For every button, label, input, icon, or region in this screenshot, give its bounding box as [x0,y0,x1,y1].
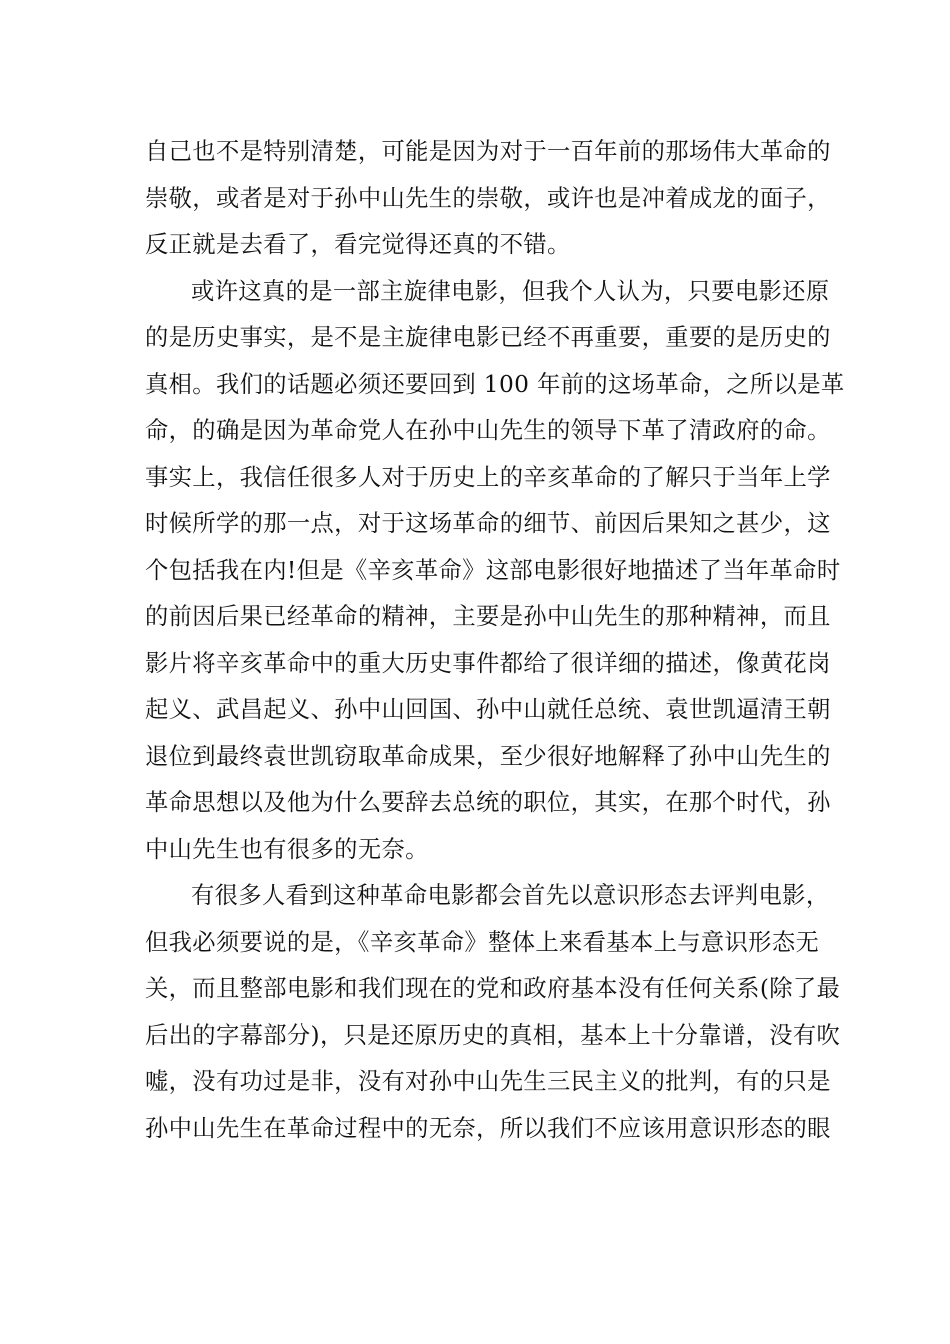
text-line: 革命思想以及他为什么要辞去总统的职位，其实，在那个时代，孙 [145,789,831,816]
text-line: 退位到最终袁世凯窃取革命成果，至少很好地解释了孙中山先生的 [145,742,831,770]
text-line: 反正就是去看了，看完觉得还真的不错。 [145,231,571,258]
text-line: 孙中山先生在革命过程中的无奈，所以我们不应该用意识形态的眼 [145,1114,831,1142]
text-line: 的前因后果已经革命的精神，主要是孙中山先生的那种精神，而且 [145,603,831,630]
text-line: 后出的字幕部分)，只是还原历史的真相，基本上十分靠谱，没有吹 [145,1021,841,1049]
text-line: 起义、武昌起义、孙中山回国、孙中山就任总统、袁世凯逼清王朝 [145,696,831,723]
text-line: 崇敬，或者是对于孙中山先生的崇敬，或许也是冲着成龙的面子， [145,184,831,212]
text-line: 影片将辛亥革命中的重大历史事件都给了很详细的描述，像黄花岗 [145,649,831,677]
text-line: 命，的确是因为革命党人在孙中山先生的领导下革了清政府的命。 [145,417,831,444]
text-line: 自己也不是特别清楚，可能是因为对于一百年前的那场伟大革命的 [145,138,831,165]
text-line: 个包括我在内!但是《辛亥革命》这部电影很好地描述了当年革命时 [145,556,841,584]
text-line: 但我必须要说的是，《辛亥革命》整体上来看基本上与意识形态无 [145,928,820,956]
text-line: 真相。我们的话题必须还要回到 100 年前的这场革命，之所以是革 [145,370,845,398]
body-text [145,129,845,1152]
text-line: 关，而且整部电影和我们现在的党和政府基本没有任何关系(除了最 [145,975,841,1002]
text-line: 有很多人看到这种革命电影都会首先以意识形态去评判电影， [191,882,830,909]
text-line: 的是历史事实，是不是主旋律电影已经不再重要，重要的是历史的 [145,324,831,351]
text-line: 或许这真的是一部主旋律电影，但我个人认为，只要电影还原 [191,277,830,305]
text-line: 事实上，我信任很多人对于历史上的辛亥革命的了解只于当年上学 [145,463,831,491]
text-line: 中山先生也有很多的无奈。 [145,835,429,863]
text-line: 时候所学的那一点，对于这场革命的细节、前因后果知之甚少，这 [145,510,831,537]
text-line: 嘘，没有功过是非，没有对孙中山先生三民主义的批判，有的只是 [145,1068,831,1095]
